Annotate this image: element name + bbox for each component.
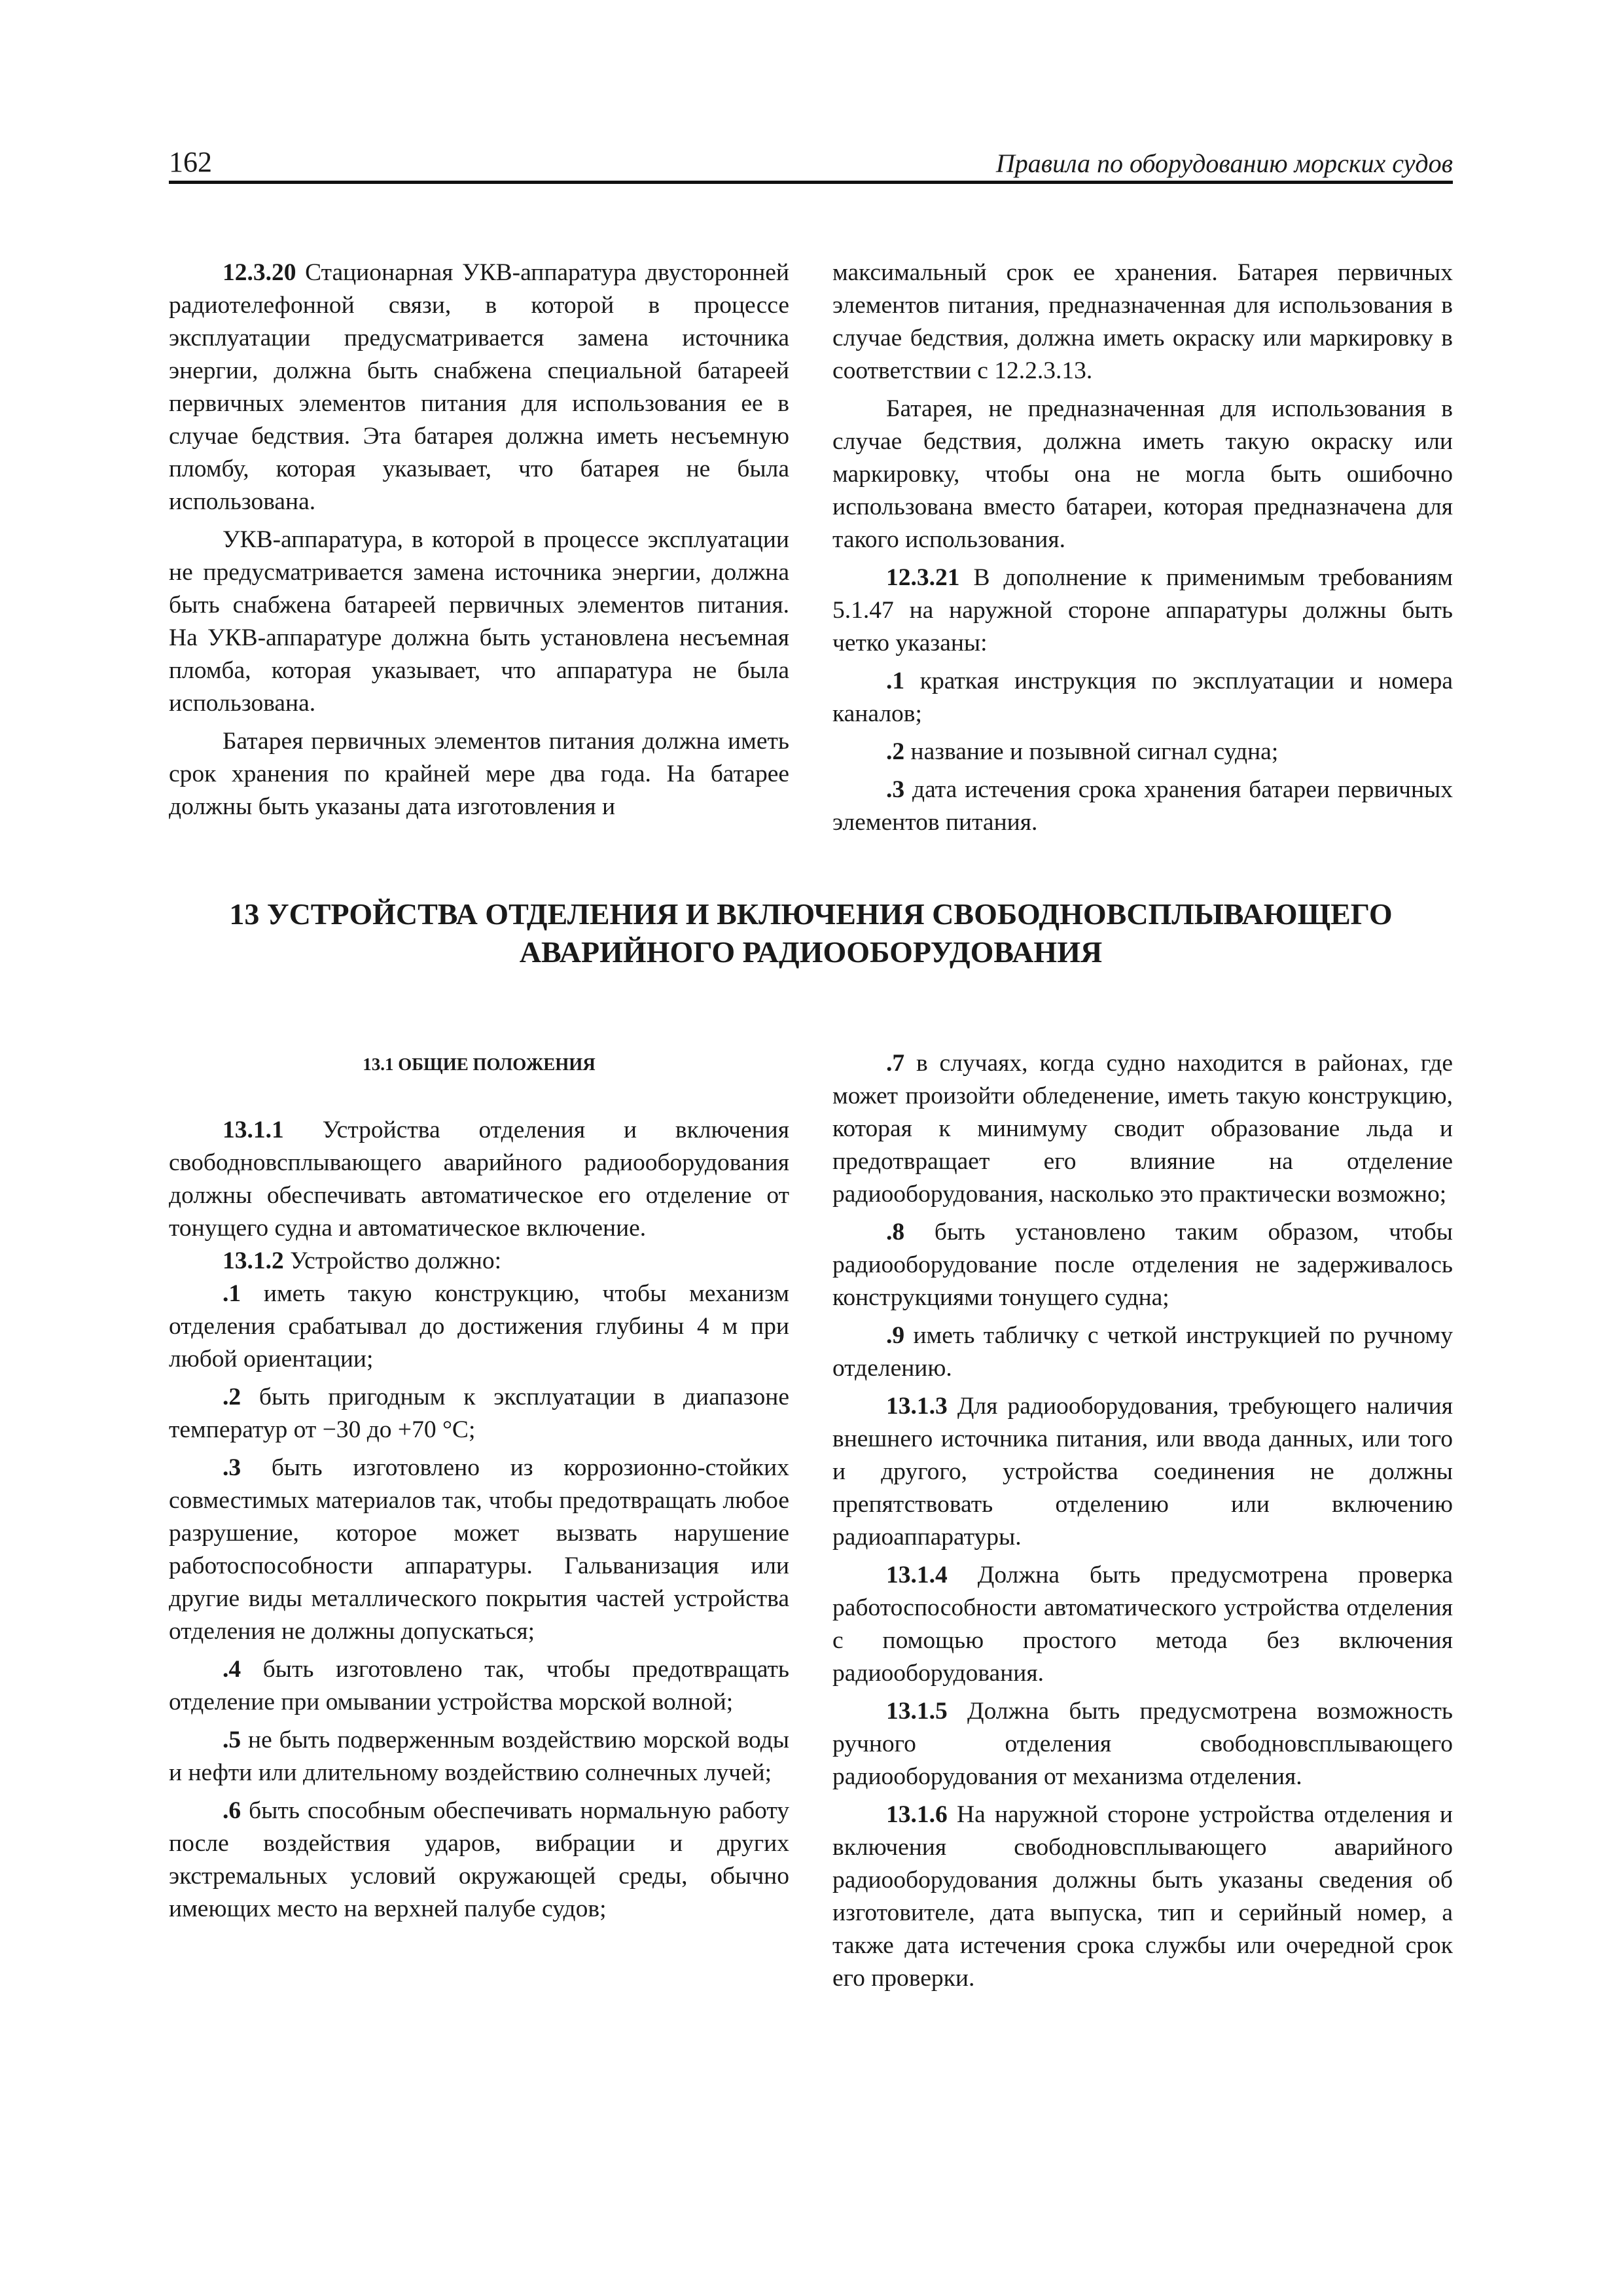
paragraph bbox=[169, 257, 789, 518]
section-title-line: АВАРИЙНОГО РАДИООБОРУДОВАНИЯ bbox=[519, 935, 1103, 969]
clause-number: 13.1.3 bbox=[886, 1393, 948, 1420]
running-title: Правила по оборудованию морских судов bbox=[995, 149, 1453, 178]
list-item bbox=[169, 1278, 789, 1376]
list-item-text: иметь такую конструкцию, чтобы механизм отделения срабатывал до достижения глубины 4 м при любой ориентации; bbox=[169, 1280, 789, 1372]
paragraph bbox=[832, 1390, 1453, 1554]
list-item-text: в случаях, когда судно находится в районах, где может произойти обледенение, иметь такую конструкцию, которая к минимуму сводит образование льда и предотвращает его влияние на отделение радиооборудования, насколько это практически возможно; bbox=[832, 1050, 1453, 1208]
item-number: .1 bbox=[223, 1280, 241, 1307]
clause-number: 13.1.2 bbox=[223, 1247, 284, 1274]
item-number: .7 bbox=[886, 1050, 905, 1077]
column-right-top bbox=[832, 257, 1453, 839]
paragraph bbox=[832, 257, 1453, 387]
item-number: .2 bbox=[886, 738, 905, 765]
item-number: .3 bbox=[886, 776, 905, 803]
list-item-text: не быть подверженным воздействию морской воды и нефти или длительному воздействию солнечных лучей; bbox=[169, 1727, 789, 1786]
list-item-text: иметь табличку с четкой инструкцией по ручному отделению. bbox=[832, 1322, 1453, 1382]
list-item bbox=[832, 774, 1453, 839]
list-item-text: быть способным обеспечивать нормальную работу после воздействия ударов, вибрации и других экстремальных условий окружающей среды, обычно имеющих место на верхней палубе судов; bbox=[169, 1797, 789, 1922]
paragraph bbox=[832, 1695, 1453, 1793]
list-item-text: название и позывной сигнал судна; bbox=[904, 738, 1279, 765]
section-title bbox=[169, 895, 1453, 971]
list-item bbox=[169, 1653, 789, 1719]
page-header bbox=[169, 147, 1453, 184]
list-item-text: краткая инструкция по эксплуатации и номера каналов; bbox=[832, 668, 1453, 727]
list-item-text: быть изготовлено из коррозионно-стойких совместимых материалов так, чтобы предотвращать любое разрушение, которое может вызвать нарушение работоспособности аппаратуры. Гальванизация или другие виды металлического покрытия частей устройства отделения не должны допускаться; bbox=[169, 1454, 789, 1645]
paragraph bbox=[169, 1245, 789, 1278]
list-item bbox=[832, 736, 1453, 768]
clause-number: 12.3.21 bbox=[886, 564, 960, 591]
subsection-title: 13.1 ОБЩИЕ ПОЛОЖЕНИЯ bbox=[363, 1054, 596, 1074]
paragraph bbox=[169, 725, 789, 823]
item-number: .1 bbox=[886, 668, 905, 694]
list-item-text: быть пригодным к эксплуатации в диапазоне температур от −30 до +70 °С; bbox=[169, 1384, 789, 1443]
paragraph bbox=[832, 562, 1453, 660]
paragraph-text: Должна быть предусмотрена проверка работоспособности автоматического устройства отделения с помощью простого метода без включения радиооборудования. bbox=[832, 1562, 1453, 1687]
paragraph bbox=[832, 1799, 1453, 1995]
paragraph-text: Для радиооборудования, требующего наличия внешнего источника питания, или ввода данных, или того и другого, устройства соединения не должны препятствовать отделению или включению радиоаппаратуры. bbox=[832, 1393, 1453, 1551]
clause-number: 13.1.6 bbox=[886, 1801, 948, 1828]
paragraph bbox=[832, 393, 1453, 556]
column-right-bottom bbox=[832, 1047, 1453, 1995]
paragraph-text: Батарея, не предназначенная для использования в случае бедствия, должна иметь такую окраску или маркировку, чтобы она не могла быть ошибочно использована вместо батареи, которая предназначена для такого использования. bbox=[832, 395, 1453, 553]
item-number: .6 bbox=[223, 1797, 241, 1824]
paragraph bbox=[169, 1114, 789, 1245]
clause-number: 13.1.4 bbox=[886, 1562, 948, 1588]
clause-number: 13.1.5 bbox=[886, 1698, 948, 1725]
clause-number: 13.1.1 bbox=[223, 1117, 284, 1143]
paragraph-text: На наружной стороне устройства отделения и включения свободновсплывающего аварийного радиооборудования должны быть указаны сведения об изготовителе, дата выпуска, тип и серийный номер, а также дата истечения срока службы или очередной срок его проверки. bbox=[832, 1801, 1453, 1992]
section-title-line: 13 УСТРОЙСТВА ОТДЕЛЕНИЯ И ВКЛЮЧЕНИЯ СВОБОДНОВСПЛЫВАЮЩЕГО bbox=[229, 897, 1393, 931]
paragraph bbox=[832, 1559, 1453, 1690]
list-item bbox=[169, 1381, 789, 1446]
paragraph-text: УКВ-аппаратура, в которой в процессе эксплуатации не предусматривается замена источника энергии, должна быть снабжена батареей первичных элементов питания. На УКВ-аппаратуре должна быть установлена несъемная пломба, которая указывает, что аппаратура не была использована. bbox=[169, 526, 789, 717]
column-left-top bbox=[169, 257, 789, 823]
item-number: .4 bbox=[223, 1656, 241, 1683]
list-item bbox=[832, 665, 1453, 730]
paragraph-text: В дополнение к применимым требованиям 5.1.47 на наружной стороне аппаратуры должны быть четко указаны: bbox=[832, 564, 1453, 656]
paragraph-text: Батарея первичных элементов питания должна иметь срок хранения по крайней мере два года. На батарее должны быть указаны дата изготовления и bbox=[169, 728, 789, 820]
paragraph-text: Устройство должно: bbox=[283, 1247, 502, 1274]
item-number: .8 bbox=[886, 1219, 905, 1246]
paragraph-text: Устройства отделения и включения свободновсплывающего аварийного радиооборудования должны обеспечивать автоматическое его отделение от тонущего судна и автоматическое включение. bbox=[169, 1117, 789, 1242]
paragraph-text: Должна быть предусмотрена возможность ручного отделения свободновсплывающего радиооборудования от механизма отделения. bbox=[832, 1698, 1453, 1790]
column-left-bottom bbox=[169, 1114, 789, 1926]
list-item bbox=[832, 1216, 1453, 1314]
paragraph-text: Стационарная УКВ-аппаратура двусторонней радиотелефонной связи, в которой в процессе эксплуатации предусматривается замена источника энергии, должна быть снабжена специальной батареей первичных элементов питания для использования ее в случае бедствия. Эта батарея должна иметь несъемную пломбу, которая указывает, что батарея не была использована. bbox=[169, 259, 789, 515]
list-item bbox=[169, 1795, 789, 1926]
paragraph-text: максимальный срок ее хранения. Батарея первичных элементов питания, предназначенная для использования в случае бедствия, должна иметь окраску или маркировку в соответствии с 12.2.3.13. bbox=[832, 259, 1453, 384]
list-item bbox=[832, 1319, 1453, 1385]
list-item-text: дата истечения срока хранения батареи первичных элементов питания. bbox=[832, 776, 1453, 836]
list-item bbox=[832, 1047, 1453, 1211]
paragraph bbox=[169, 524, 789, 720]
item-number: .9 bbox=[886, 1322, 905, 1349]
list-item bbox=[169, 1724, 789, 1789]
item-number: .2 bbox=[223, 1384, 241, 1410]
list-item bbox=[169, 1452, 789, 1648]
list-item-text: быть установлено таким образом, чтобы радиооборудование после отделения не задерживалось конструкциями тонущего судна; bbox=[832, 1219, 1453, 1311]
list-item-text: быть изготовлено так, чтобы предотвращать отделение при омывании устройства морской волной; bbox=[169, 1656, 789, 1715]
page-number: 162 bbox=[169, 146, 212, 178]
item-number: .3 bbox=[223, 1454, 241, 1481]
clause-number: 12.3.20 bbox=[223, 259, 296, 286]
item-number: .5 bbox=[223, 1727, 241, 1753]
